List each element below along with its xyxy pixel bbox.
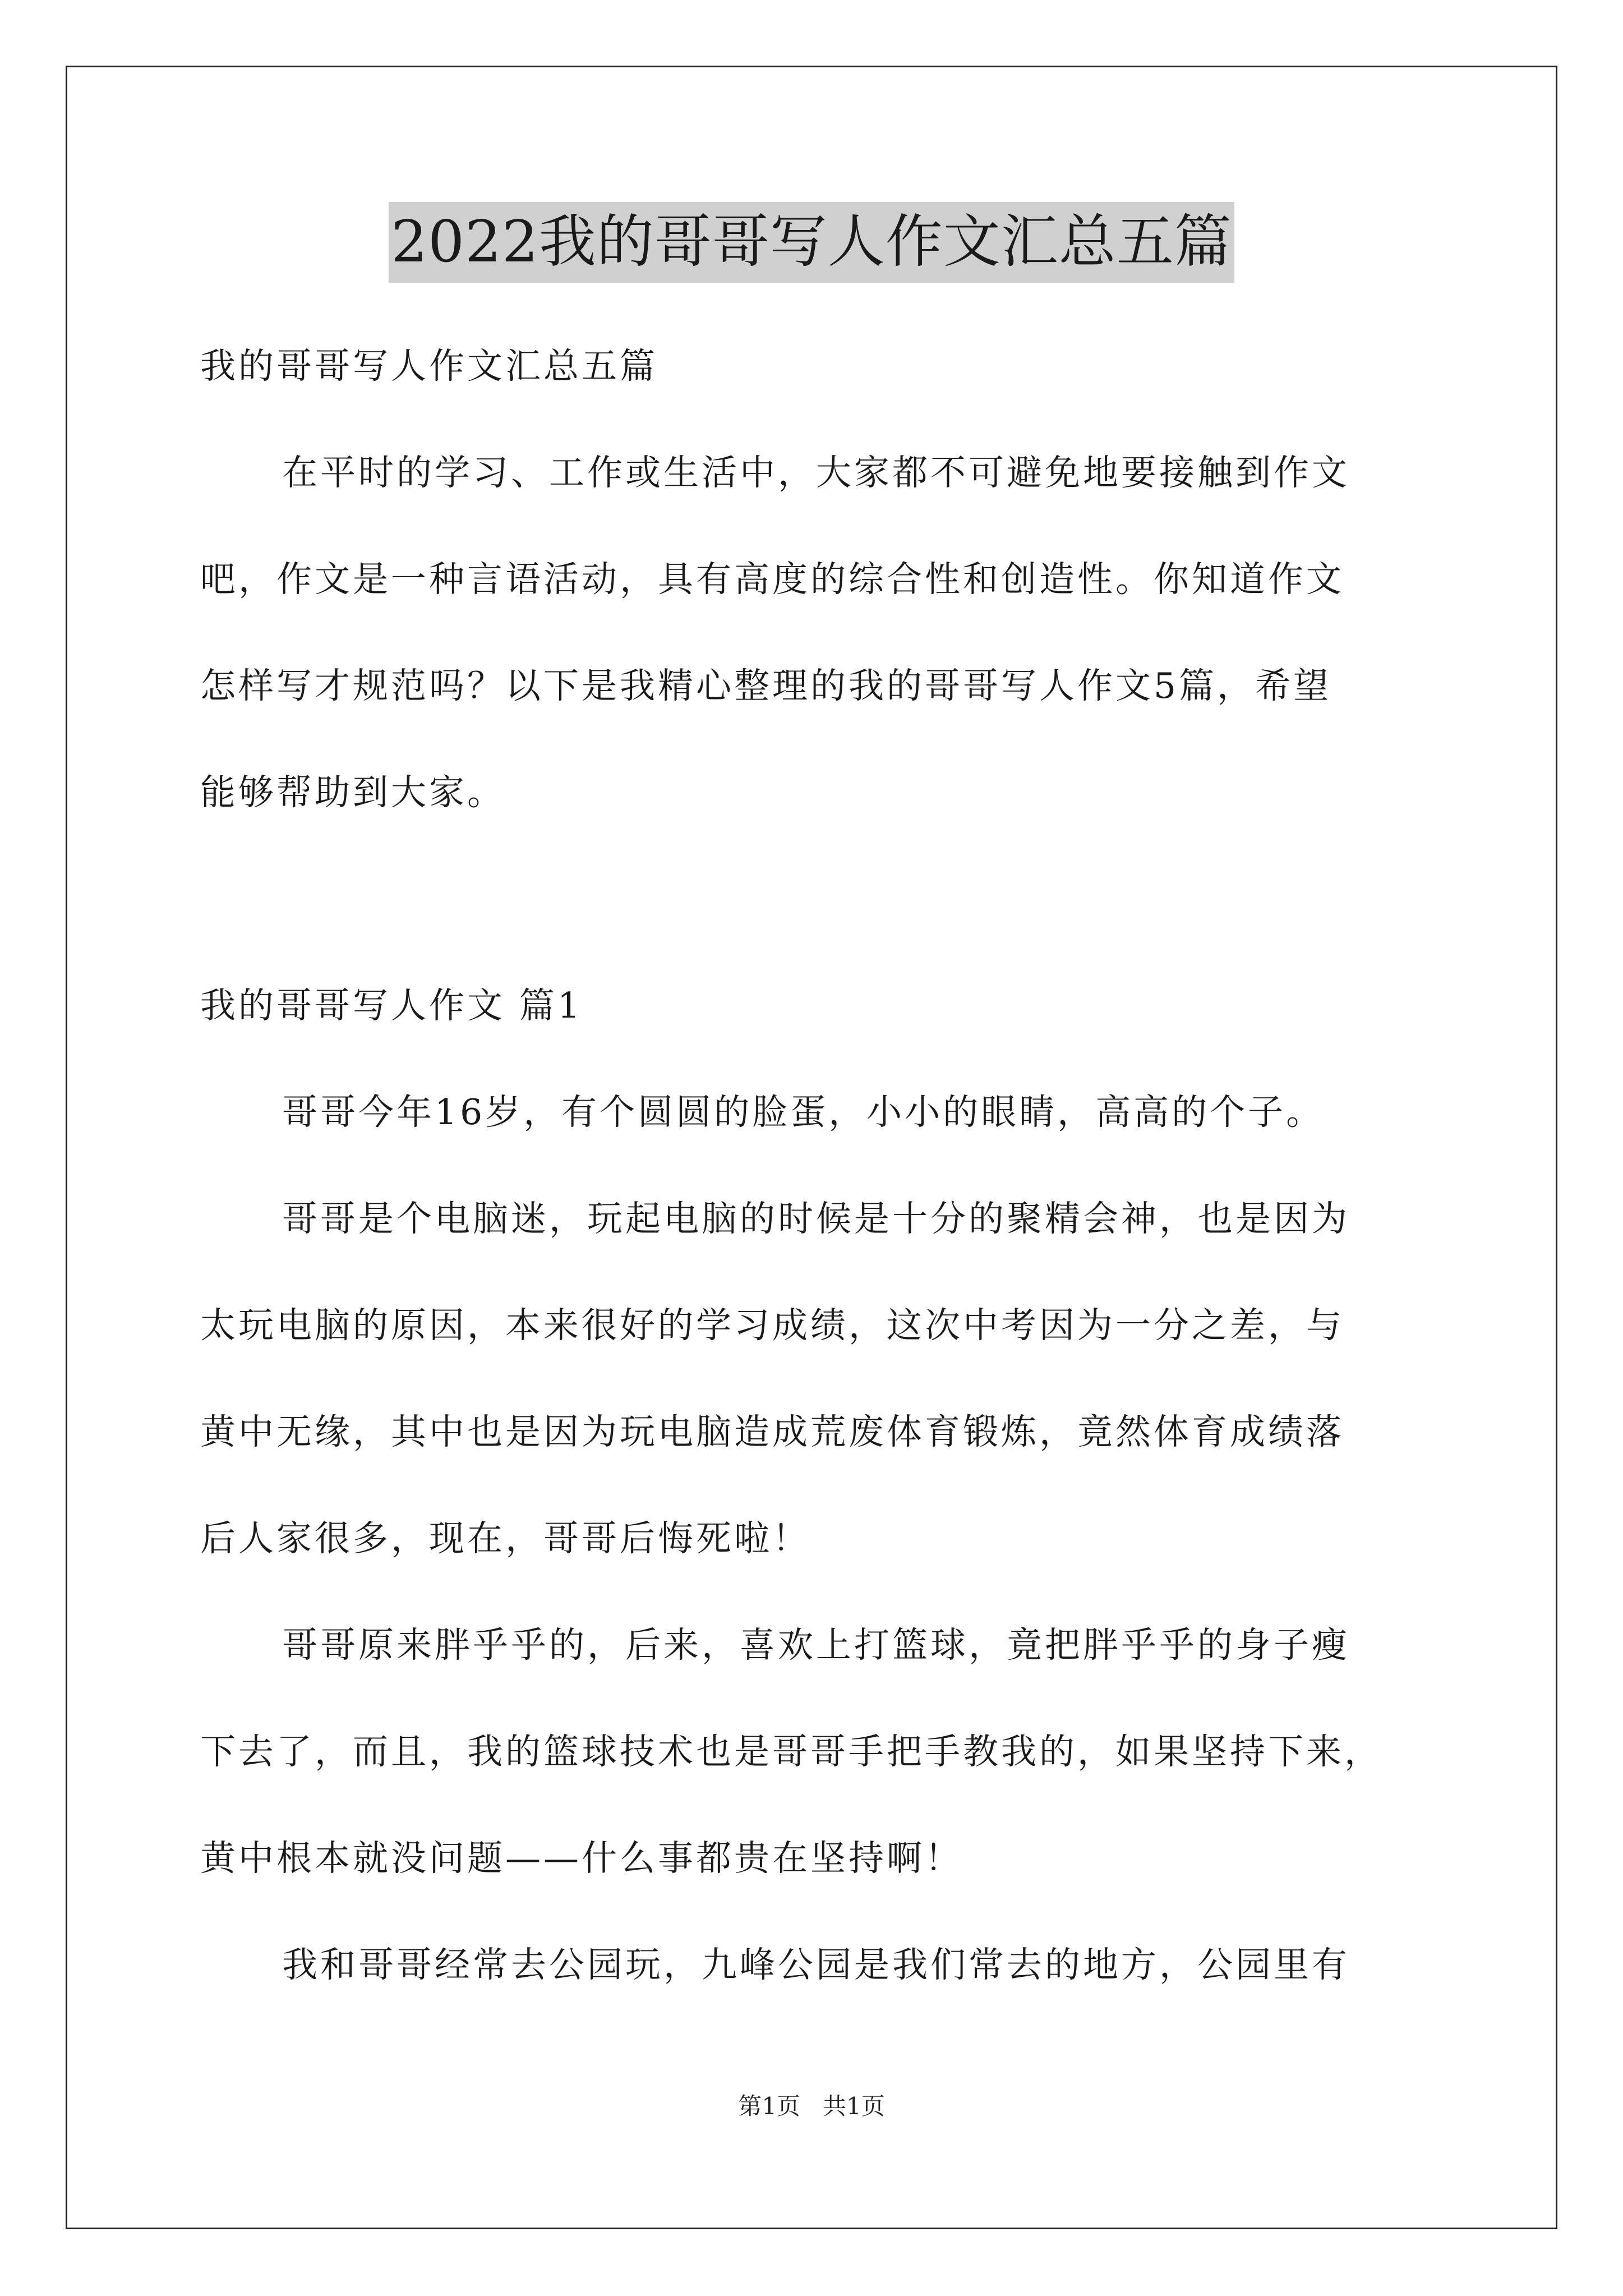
document-title xyxy=(0,202,1623,283)
paragraph-line: 哥哥原来胖乎乎的，后来，喜欢上打篮球，竟把胖乎乎的身子瘦 xyxy=(282,1625,1350,1665)
paragraph-line: 哥哥今年16岁，有个圆圆的脸蛋，小小的眼睛，高高的个子。 xyxy=(282,1092,1325,1133)
paragraph-line: 太玩电脑的原因，本来很好的学习成绩，这次中考因为一分之差，与 xyxy=(200,1305,1344,1346)
paragraph-line: 我和哥哥经常去公园玩，九峰公园是我们常去的地方，公园里有 xyxy=(282,1944,1350,1985)
section-heading: 我的哥哥写人作文 篇1 xyxy=(200,985,583,1026)
paragraph-line: 下去了，而且，我的篮球技术也是哥哥手把手教我的，如果坚持下来， xyxy=(200,1731,1382,1772)
document-subtitle: 我的哥哥写人作文汇总五篇 xyxy=(200,346,658,386)
paragraph-line: 后人家很多，现在，哥哥后悔死啦！ xyxy=(200,1518,810,1559)
blank-line xyxy=(200,846,1428,953)
intro-line: 能够帮助到大家。 xyxy=(200,772,505,813)
document-body xyxy=(200,313,1428,2018)
paragraph-line: 黄中无缘，其中也是因为玩电脑造成荒废体育锻炼，竟然体育成绩落 xyxy=(200,1411,1344,1452)
paragraph-line: 哥哥是个电脑迷，玩起电脑的时候是十分的聚精会神，也是因为 xyxy=(282,1198,1350,1239)
intro-line: 吧，作文是一种言语活动，具有高度的综合性和创造性。你知道作文 xyxy=(200,559,1344,600)
paragraph-line: 黄中根本就没问题——什么事都贵在坚持啊！ xyxy=(200,1838,963,1879)
page-footer: 第1页 共1页 xyxy=(738,2092,885,2120)
document-title-text: 2022我的哥哥写人作文汇总五篇 xyxy=(389,202,1234,283)
intro-line: 怎样写才规范吗？以下是我精心整理的我的哥哥写人作文5篇，希望 xyxy=(200,665,1332,706)
intro-line: 在平时的学习、工作或生活中，大家都不可避免地要接触到作文 xyxy=(282,452,1350,493)
